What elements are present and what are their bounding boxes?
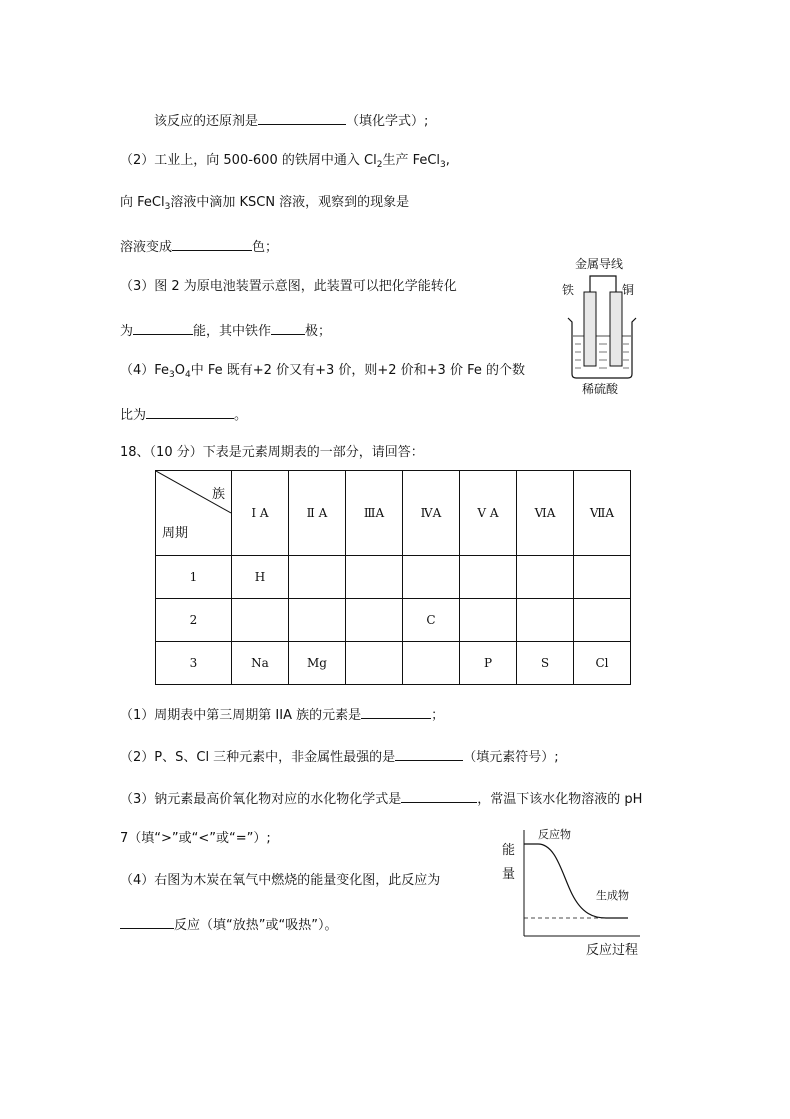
element-cell [574,599,631,642]
answer-blank-heat[interactable] [120,914,174,929]
wire-label: 金属导线 [575,257,624,271]
q18-sub-4-cont [120,914,337,935]
q18-sub-4 [120,872,440,890]
element-cell [289,599,346,642]
element-cell [460,599,517,642]
text: 能，其中铁作 [193,324,272,339]
periodic-table [155,470,631,685]
answer-blank-reductant[interactable] [258,110,346,125]
text: 向 FeCl [120,195,165,210]
group-header: ⅥA [517,471,574,556]
text: 比为 [120,408,147,423]
group-header: Ⅱ A [289,471,346,556]
text: 中 Fe 既有+2 价又有+3 价，则+2 价和+3 价 Fe 的个数 [190,363,525,378]
subscript: 3 [164,202,171,212]
text: 。 [234,408,248,423]
text: （4）右图为木炭在氧气中燃烧的能量变化图，此反应为 [120,873,441,888]
subscript: 3 [440,160,446,170]
subscript: 4 [185,370,191,380]
text: （2）工业上，向 [120,153,224,168]
subscript: 3 [169,370,175,380]
iron-electrode [584,292,596,366]
text: 为 [120,324,134,339]
table-row [156,642,631,685]
element-cell [460,556,517,599]
table-header-row [156,471,631,556]
q17-line-8 [120,404,247,425]
group-header-label: 族 [211,487,225,502]
copper-label: 铜 [622,283,635,297]
text: ，常温下该水化物溶液的 pH [477,792,643,807]
text: （填元素符号）; [463,750,559,765]
answer-blank-formula[interactable] [401,788,477,803]
text: （3）钠元素最高价氧化物对应的水化物化学式是 [120,792,402,807]
q18-sub-2 [120,746,559,767]
element-cell [232,599,289,642]
group-header: Ⅴ A [460,471,517,556]
reactant-label: 反应物 [538,828,571,841]
period-cell: 2 [156,599,232,642]
text: , [445,153,450,168]
acid-label: 稀硫酸 [582,382,619,396]
text: 色； [252,240,279,255]
q18-sub-1 [120,704,444,725]
copper-electrode [610,292,622,366]
period-header-label: 周期 [162,526,189,541]
q17-line-5 [120,278,457,296]
text: 该反应的还原剂是 [154,114,259,129]
answer-blank-electrode[interactable] [271,320,305,335]
y-axis-label-2: 量 [502,867,516,882]
answer-blank-color[interactable] [172,236,252,251]
y-axis-label-1: 能 [502,843,516,858]
element-cell: Cl [574,642,631,685]
q17-line-4 [120,236,278,257]
corner-cell [156,471,232,556]
text: （4）Fe [120,363,170,378]
energy-diagram [498,822,658,962]
element-cell: Mg [289,642,346,685]
element-cell: P [460,642,517,685]
text: 反应（填“放热”或“吸热”）。 [174,918,338,933]
text: 18、（10 分）下表是元素周期表的一部分，请回答： [120,445,424,460]
answer-blank-ratio[interactable] [146,404,234,419]
text: 极； [305,324,332,339]
element-cell [289,556,346,599]
element-cell [574,556,631,599]
galvanic-cell-figure [552,252,652,397]
period-cell: 1 [156,556,232,599]
x-axis-label: 反应过程 [586,943,639,958]
group-header: ⅣA [403,471,460,556]
element-cell [517,599,574,642]
element-cell [346,599,403,642]
q17-line-2 [120,152,450,170]
element-cell: C [403,599,460,642]
metal-wire [590,276,616,292]
element-cell [346,642,403,685]
q17-line-7 [120,362,525,380]
q18-sub-3 [120,788,642,809]
answer-blank-element[interactable] [361,704,431,719]
energy-curve [524,844,628,918]
q17-line-3 [120,194,409,212]
group-header: Ⅰ A [232,471,289,556]
element-cell [403,642,460,685]
text: ； [431,708,445,723]
q17-line-1 [154,110,428,131]
element-cell [517,556,574,599]
beaker [568,318,636,378]
iron-label: 铁 [562,283,575,297]
table-row [156,556,631,599]
element-cell: Na [232,642,289,685]
answer-blank-energy[interactable] [133,320,193,335]
temperature-value: 500-600 [223,153,278,168]
subscript: 2 [376,160,383,170]
element-cell [346,556,403,599]
element-cell: H [232,556,289,599]
q17-line-6 [120,320,331,341]
element-cell [403,556,460,599]
q18-sub-3-cont [120,830,271,848]
text: O [174,363,186,378]
group-header: ⅢA [346,471,403,556]
answer-blank-nonmetal[interactable] [395,746,463,761]
text: （2）P、S、Cl 三种元素中，非金属性最强的是 [120,750,396,765]
text: 生产 FeCl [382,153,441,168]
table-row [156,599,631,642]
text: （1）周期表中第三周期第 IIA 族的元素是 [120,708,362,723]
q18-title [120,444,424,462]
text: 7（填“>”或“<”或“=”）; [120,831,271,846]
text: 溶液中滴加 KSCN 溶液，观察到的现象是 [170,195,410,210]
text: 溶液变成 [120,240,173,255]
text: （填化学式）; [346,114,429,129]
text: 的铁屑中通入 Cl [277,153,377,168]
product-label: 生成物 [596,889,629,902]
period-cell: 3 [156,642,232,685]
element-cell: S [517,642,574,685]
text: （3）图 2 为原电池装置示意图，此装置可以把化学能转化 [120,279,457,294]
group-header: ⅦA [574,471,631,556]
